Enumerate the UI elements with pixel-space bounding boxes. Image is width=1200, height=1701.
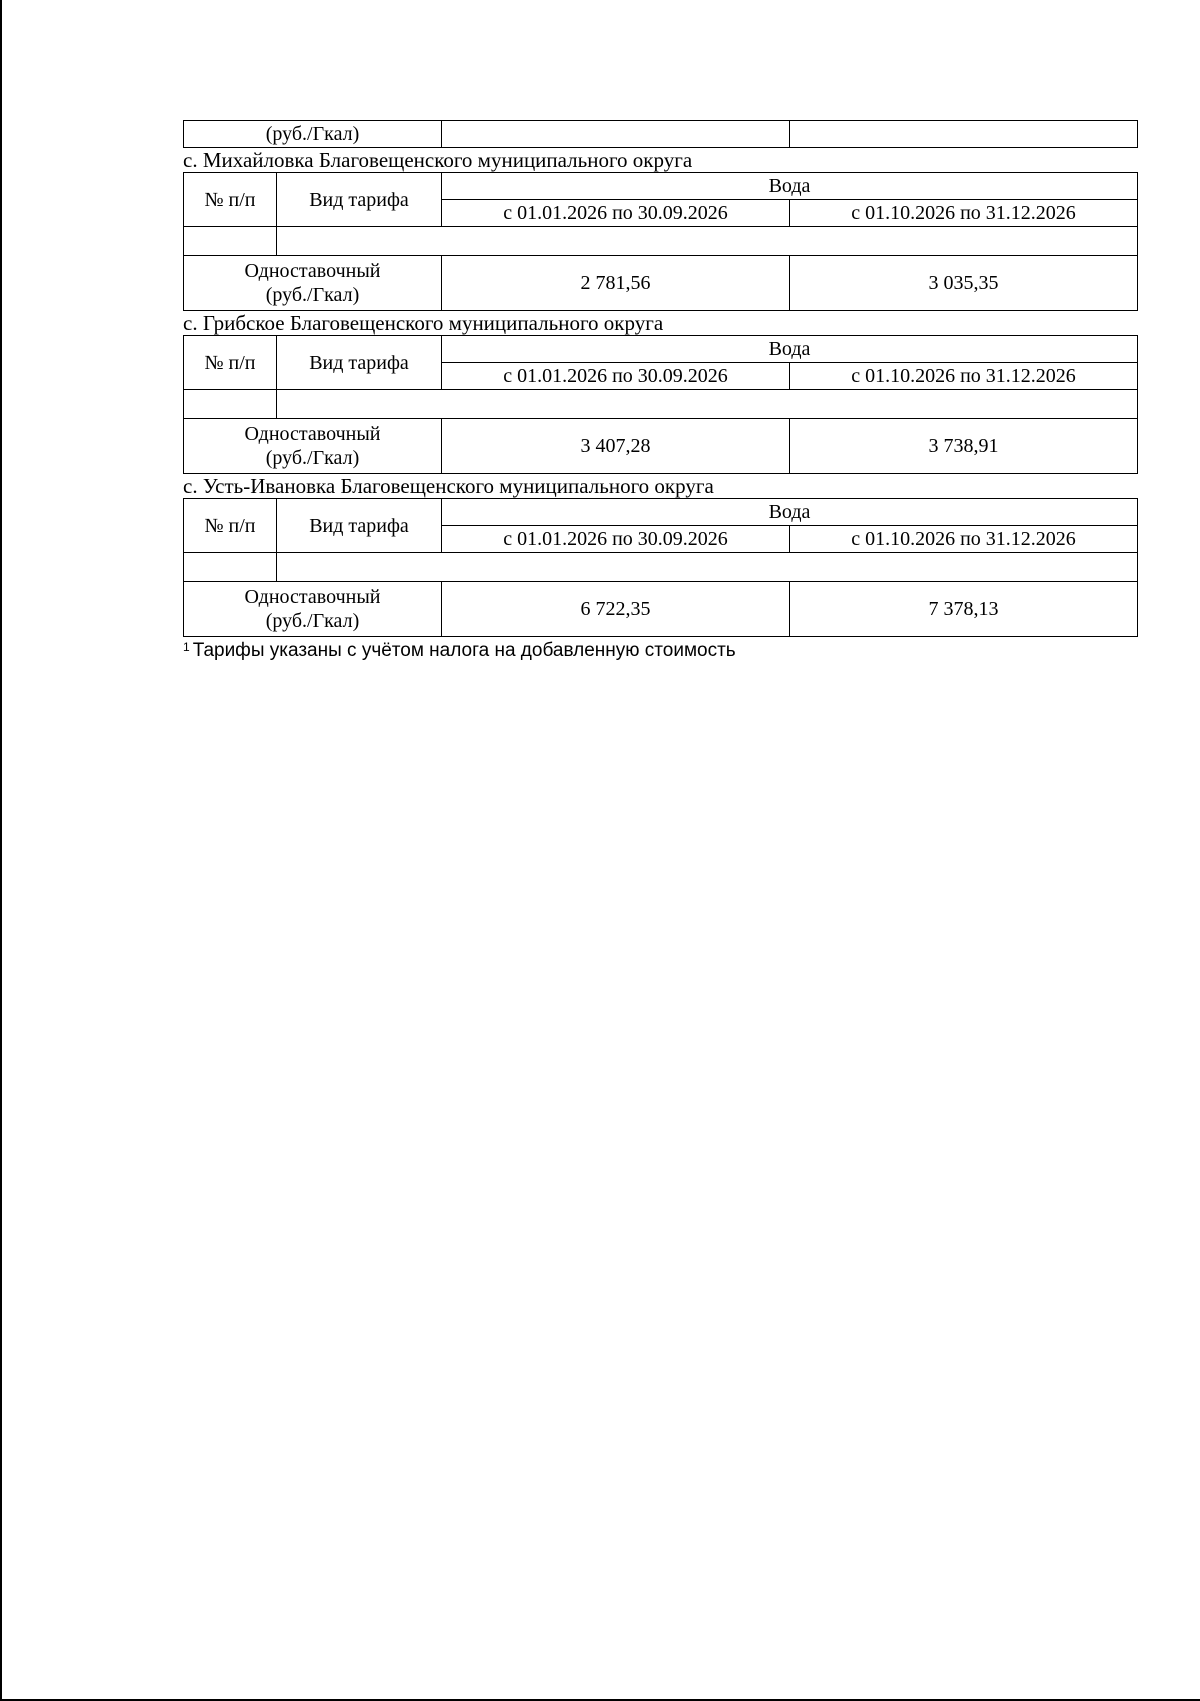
tariff-unit-label: (руб./Гкал) xyxy=(265,610,360,632)
section-title: с. Михайловка Благовещенского муниципального округа xyxy=(183,148,693,172)
tariff-type-label: Одноставочный xyxy=(244,586,381,608)
tariff-table xyxy=(183,172,1138,311)
col-header-tariff-type: Вид тарифа xyxy=(277,499,442,553)
col-header-period-1: с 01.01.2026 по 30.09.2026 xyxy=(442,200,790,227)
tariff-value-period-2: 3 035,35 xyxy=(790,256,1138,311)
tariff-type-cell xyxy=(184,419,442,474)
col-header-period-2: с 01.10.2026 по 31.12.2026 xyxy=(790,363,1138,390)
col-header-tariff-type: Вид тарифа xyxy=(277,173,442,227)
col-header-group: Вода xyxy=(442,499,1138,526)
page-border-left xyxy=(0,0,2,1701)
tariff-type-label: Одноставочный xyxy=(244,423,381,445)
tariff-type-label: Одноставочный xyxy=(244,260,381,282)
tariff-unit-label: (руб./Гкал) xyxy=(265,284,360,306)
unit-cell: (руб./Гкал) xyxy=(184,121,442,148)
col-header-number: № п/п xyxy=(184,499,277,553)
empty-cell xyxy=(277,227,1138,256)
col-header-number: № п/п xyxy=(184,336,277,390)
col-header-group: Вода xyxy=(442,336,1138,363)
section-title: с. Усть-Ивановка Благовещенского муниципального округа xyxy=(183,474,714,498)
tariff-table xyxy=(183,335,1138,474)
col-header-period-2: с 01.10.2026 по 31.12.2026 xyxy=(790,526,1138,553)
col-header-period-2: с 01.10.2026 по 31.12.2026 xyxy=(790,200,1138,227)
empty-cell xyxy=(277,553,1138,582)
continued-table-fragment xyxy=(183,120,1138,148)
document-content xyxy=(183,120,1137,662)
footnote-text: Тарифы указаны с учётом налога на добавленную стоимость xyxy=(192,640,736,661)
tariff-value-period-2: 3 738,91 xyxy=(790,419,1138,474)
tariff-type-cell xyxy=(184,256,442,311)
tariff-value-period-1: 2 781,56 xyxy=(442,256,790,311)
tariff-type-cell xyxy=(184,582,442,637)
footnote xyxy=(183,640,1137,662)
col-header-group: Вода xyxy=(442,173,1138,200)
col-header-number: № п/п xyxy=(184,173,277,227)
tariff-value-period-1: 6 722,35 xyxy=(442,582,790,637)
empty-cell xyxy=(184,553,277,582)
tariff-unit-label: (руб./Гкал) xyxy=(265,447,360,469)
empty-cell xyxy=(184,390,277,419)
tariff-value-period-1: 3 407,28 xyxy=(442,419,790,474)
empty-cell xyxy=(277,390,1138,419)
section-title: с. Грибское Благовещенского муниципального округа xyxy=(183,311,664,335)
tariff-value-period-2: 7 378,13 xyxy=(790,582,1138,637)
empty-cell xyxy=(790,121,1138,148)
empty-cell xyxy=(442,121,790,148)
col-header-period-1: с 01.01.2026 по 30.09.2026 xyxy=(442,363,790,390)
footnote-mark: 1 xyxy=(183,640,190,654)
col-header-period-1: с 01.01.2026 по 30.09.2026 xyxy=(442,526,790,553)
empty-cell xyxy=(184,227,277,256)
col-header-tariff-type: Вид тарифа xyxy=(277,336,442,390)
tariff-table xyxy=(183,498,1138,637)
